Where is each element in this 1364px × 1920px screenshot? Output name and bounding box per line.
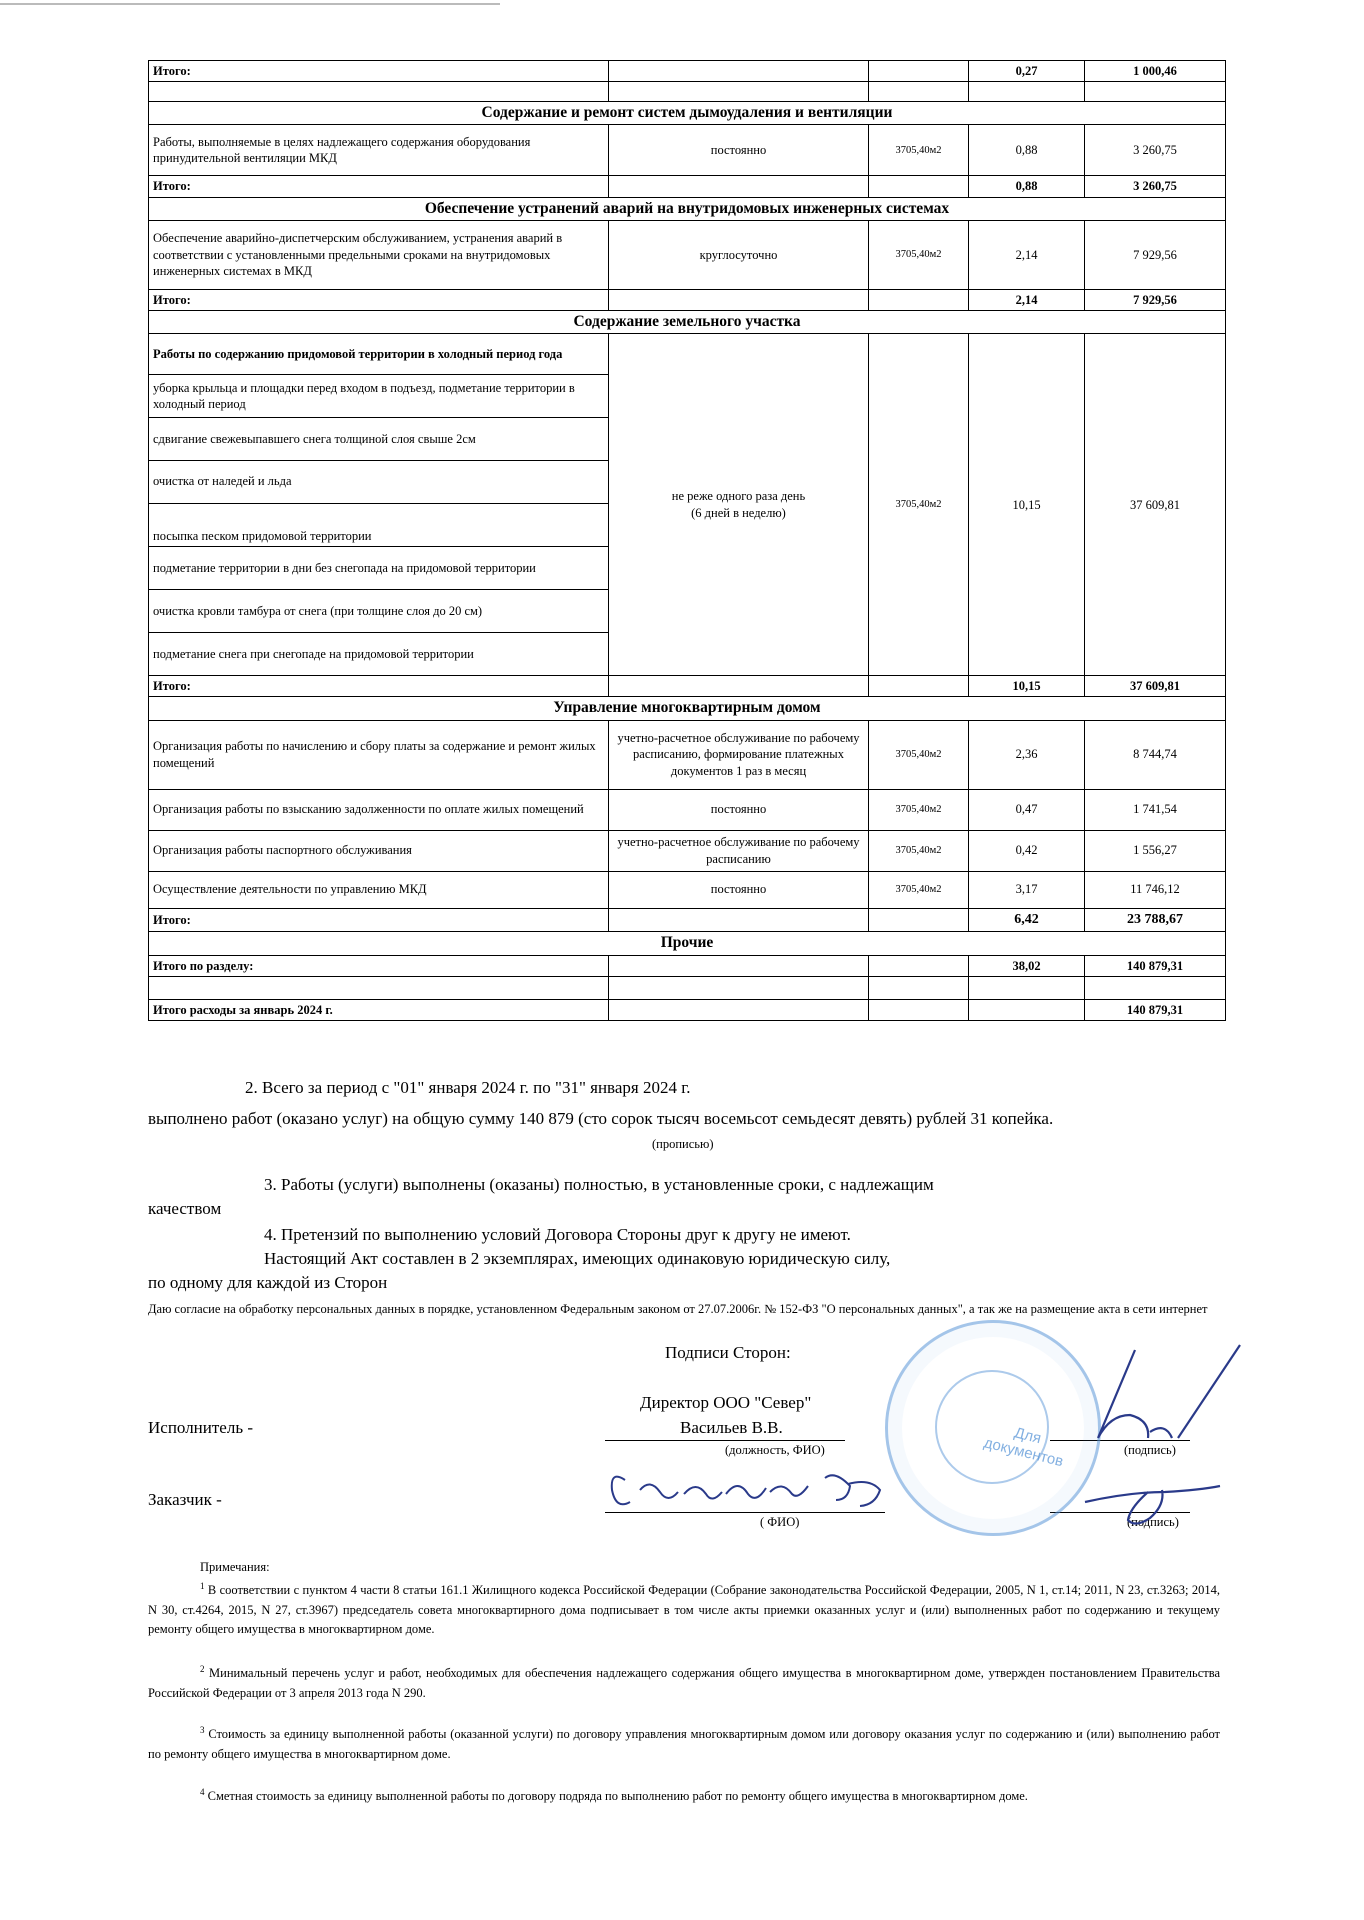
service-name: Осуществление деятельности по управлению МКД <box>149 871 609 908</box>
customer-caption: ( ФИО) <box>760 1515 800 1529</box>
service-name: Работы, выполняемые в целях надлежащего содержания оборудования принудительной вентиляции МКД <box>149 125 609 176</box>
service-name: Организация работы по взысканию задолженности по оплате жилых помещений <box>149 789 609 830</box>
rate-cell: 2,14 <box>969 220 1085 289</box>
service-area: 3705,40м2 <box>869 125 969 176</box>
service-area: 3705,40м2 <box>869 789 969 830</box>
service-name: очистка кровли тамбура от снега (при толщине слоя до 20 см) <box>149 590 609 633</box>
paragraph-5-cont: по одному для каждой из Сторон <box>148 1273 388 1292</box>
service-period: учетно-расчетное обслуживание по рабочему расписанию <box>609 830 869 871</box>
section-title: Управление многоквартирным домом <box>149 697 1226 720</box>
service-period: круглосуточно <box>609 220 869 289</box>
section-title: Содержание и ремонт систем дымоудаления и вентиляции <box>149 102 1226 125</box>
service-name: Работы по содержанию придомовой территории в холодный период года <box>149 334 609 375</box>
rate-cell: 0,27 <box>969 61 1085 82</box>
service-name: сдвигание свежевыпавшего снега толщиной слоя свыше 2см <box>149 418 609 461</box>
sum-cell: 7 929,56 <box>1085 289 1226 310</box>
sum-cell: 37 609,81 <box>1085 676 1226 697</box>
service-period: постоянно <box>609 871 869 908</box>
paragraph-3-cont: качеством <box>148 1199 222 1218</box>
sum-cell: 3 260,75 <box>1085 176 1226 197</box>
sum-cell: 8 744,74 <box>1085 720 1226 789</box>
note-1: $^1$ В соответствии с пунктом 4 части 8 статьи 161.1 Жилищного кодекса Российской Федерации (Собрание законодательства Российской Федерации, 2005, N 1, ст.14; 2011, N 23, ст.3263; 2014, N 30, ст.4264, 2015, N 27, ст.3967) председатель совета многоквартирного дома подписывает в том числе акты приемки оказанных услуг и (или) выполненных работ по содержанию и текущему ремонту общего имущества в многоквартирном доме. <box>148 1581 1220 1636</box>
executor-label: Исполнитель - <box>148 1418 253 1437</box>
sum-cell: 11 746,12 <box>1085 871 1226 908</box>
sum-cell: 140 879,31 <box>1085 955 1226 976</box>
rate-cell: 0,88 <box>969 125 1085 176</box>
executor-caption: (должность, ФИО) <box>725 1443 825 1457</box>
paragraph-3: 3. Работы (услуги) выполнены (оказаны) полностью, в установленные сроки, с надлежащим <box>264 1175 934 1194</box>
note-2: $^2$ Минимальный перечень услуг и работ, необходимых для обеспечения надлежащего содержания общего имущества в многоквартирном доме, утвержден постановлением Правительства Российской Федерации от 3 апреля 2013 года N 290. <box>148 1664 1220 1700</box>
executor-sign-caption: (подпись) <box>1124 1443 1176 1457</box>
rate-cell: 10,15 <box>969 334 1085 676</box>
note-4-text: Сметная стоимость за единицу выполненной работы по договору подряда по выполнению работ по ремонту общего имущества в многоквартирном доме. <box>207 1789 1028 1804</box>
service-name: подметание территории в дни без снегопада на придомовой территории <box>149 547 609 590</box>
total-label: Итого: <box>149 908 609 931</box>
note-2-text: Минимальный перечень услуг и работ, необходимых для обеспечения надлежащего содержания общего имущества в многоквартирном доме, утвержден постановлением Правительства Российской Федерации от 3 апреля 2013 года N 290. <box>148 1666 1220 1700</box>
customer-sign-caption: (подпись) <box>1127 1515 1179 1529</box>
rate-cell: 0,42 <box>969 830 1085 871</box>
customer-signature <box>1085 1486 1220 1524</box>
service-area: 3705,40м2 <box>869 830 969 871</box>
note-3: $^3$ Стоимость за единицу выполненной работы (оказанной услуги) по договору управления многоквартирным домом или договору оказания услуг по содержанию и (или) выполнению работ по ремонту общего имущества в многоквартирном доме. <box>148 1725 1221 1761</box>
paragraph-5: Настоящий Акт составлен в 2 экземплярах, имеющих одинаковую юридическую силу, <box>264 1249 891 1268</box>
notes-title: Примечания: <box>200 1560 270 1574</box>
section-title: Прочие <box>149 931 1226 955</box>
service-period: учетно-расчетное обслуживание по рабочему расписанию, формирование платежных документов 1 раз в месяц <box>609 720 869 789</box>
service-name: посыпка песком придомовой территории <box>149 504 609 547</box>
caption-propisyu: (прописью) <box>652 1137 714 1151</box>
paragraph-2-sum: выполнено работ (оказано услуг) на общую сумму 140 879 (сто сорок тысяч восемьсот семьдесят девять) рублей 31 копейка. <box>148 1109 1054 1128</box>
service-name: очистка от наледей и льда <box>149 461 609 504</box>
service-area: 3705,40м2 <box>869 720 969 789</box>
consent-text: Даю согласие на обработку персональных данных в порядке, установленном Федеральным законом от 27.07.2006г. № 152-ФЗ "О персональных данных", а так же на размещение акта в сети интернет <box>148 1302 1208 1316</box>
service-name: Организация работы по начислению и сбору платы за содержание и ремонт жилых помещений <box>149 720 609 789</box>
note-1-text: В соответствии с пунктом 4 части 8 статьи 161.1 Жилищного кодекса Российской Федерации (Собрание законодательства Российской Федерации, 2005, N 1, ст.14; 2011, N 23, ст.3263; 2014, N 30, ст.4264, 2015, N 27, ст.3967) председатель совета многоквартирного дома подписывает в том числе акты приемки оказанных услуг и (или) выполненных работ по содержанию и текущему ремонту общего имущества в многоквартирном доме. <box>148 1583 1220 1636</box>
sum-cell: 3 260,75 <box>1085 125 1226 176</box>
service-period: не реже одного раза день (6 дней в неделю) <box>609 334 869 676</box>
service-name: Обеспечение аварийно-диспетчерским обслуживанием, устранения аварий в соответствии с установленными предельными сроками на внутридомовых инженерных системах в МКД <box>149 220 609 289</box>
paragraph-2: 2. Всего за период с "01" января 2024 г. по "31" января 2024 г. <box>245 1078 691 1097</box>
signatures-title: Подписи Сторон: <box>665 1343 791 1362</box>
sum-cell: 1 000,46 <box>1085 61 1226 82</box>
total-label: Итого: <box>149 289 609 310</box>
sum-cell: 23 788,67 <box>1085 908 1226 931</box>
sum-cell: 1 556,27 <box>1085 830 1226 871</box>
sum-cell: 140 879,31 <box>1085 1000 1226 1021</box>
paragraph-4: 4. Претензий по выполнению условий Договора Стороны друг к другу не имеют. <box>264 1225 851 1244</box>
executor-position: Директор ООО "Север" <box>640 1393 812 1412</box>
service-period: постоянно <box>609 789 869 830</box>
rate-cell: 6,42 <box>969 908 1085 931</box>
section-title: Обеспечение устранений аварий на внутридомовых инженерных системах <box>149 197 1226 220</box>
sum-cell: 7 929,56 <box>1085 220 1226 289</box>
rate-cell: 0,47 <box>969 789 1085 830</box>
total-label: Итого расходы за январь 2024 г. <box>149 1000 609 1021</box>
rate-cell: 0,88 <box>969 176 1085 197</box>
service-period: постоянно <box>609 125 869 176</box>
service-name: Организация работы паспортного обслуживания <box>149 830 609 871</box>
rate-cell: 38,02 <box>969 955 1085 976</box>
sum-cell: 1 741,54 <box>1085 789 1226 830</box>
service-name: уборка крыльца и площадки перед входом в подъезд, подметание территории в холодный период <box>149 375 609 418</box>
note-4: $^4$ Сметная стоимость за единицу выполненной работы по договору подряда по выполнению работ по ремонту общего имущества в многоквартирном доме. <box>200 1787 1028 1804</box>
total-label: Итого по разделу: <box>149 955 609 976</box>
sum-cell: 37 609,81 <box>1085 334 1226 676</box>
total-label: Итого: <box>149 176 609 197</box>
rate-cell: 10,15 <box>969 676 1085 697</box>
section-title: Содержание земельного участка <box>149 311 1226 334</box>
service-area: 3705,40м2 <box>869 220 969 289</box>
rate-cell: 3,17 <box>969 871 1085 908</box>
total-label: Итого: <box>149 61 609 82</box>
rate-cell: 2,36 <box>969 720 1085 789</box>
service-name: подметание снега при снегопаде на придомовой территории <box>149 633 609 676</box>
executor-signature <box>1098 1345 1240 1438</box>
service-area: 3705,40м2 <box>869 334 969 676</box>
service-area: 3705,40м2 <box>869 871 969 908</box>
customer-name-handwriting <box>612 1475 880 1506</box>
seal-stamp-text: Для документов <box>982 1424 1066 1470</box>
note-3-text: Стоимость за единицу выполненной работы (оказанной услуги) по договору управления многоквартирным домом или договору оказания услуг по содержанию и (или) выполнению работ по ремонту общего имущества в многоквартирном доме. <box>148 1727 1221 1761</box>
rate-cell: 2,14 <box>969 289 1085 310</box>
customer-label: Заказчик - <box>148 1490 222 1509</box>
total-label: Итого: <box>149 676 609 697</box>
executor-name: Васильев В.В. <box>680 1418 783 1437</box>
